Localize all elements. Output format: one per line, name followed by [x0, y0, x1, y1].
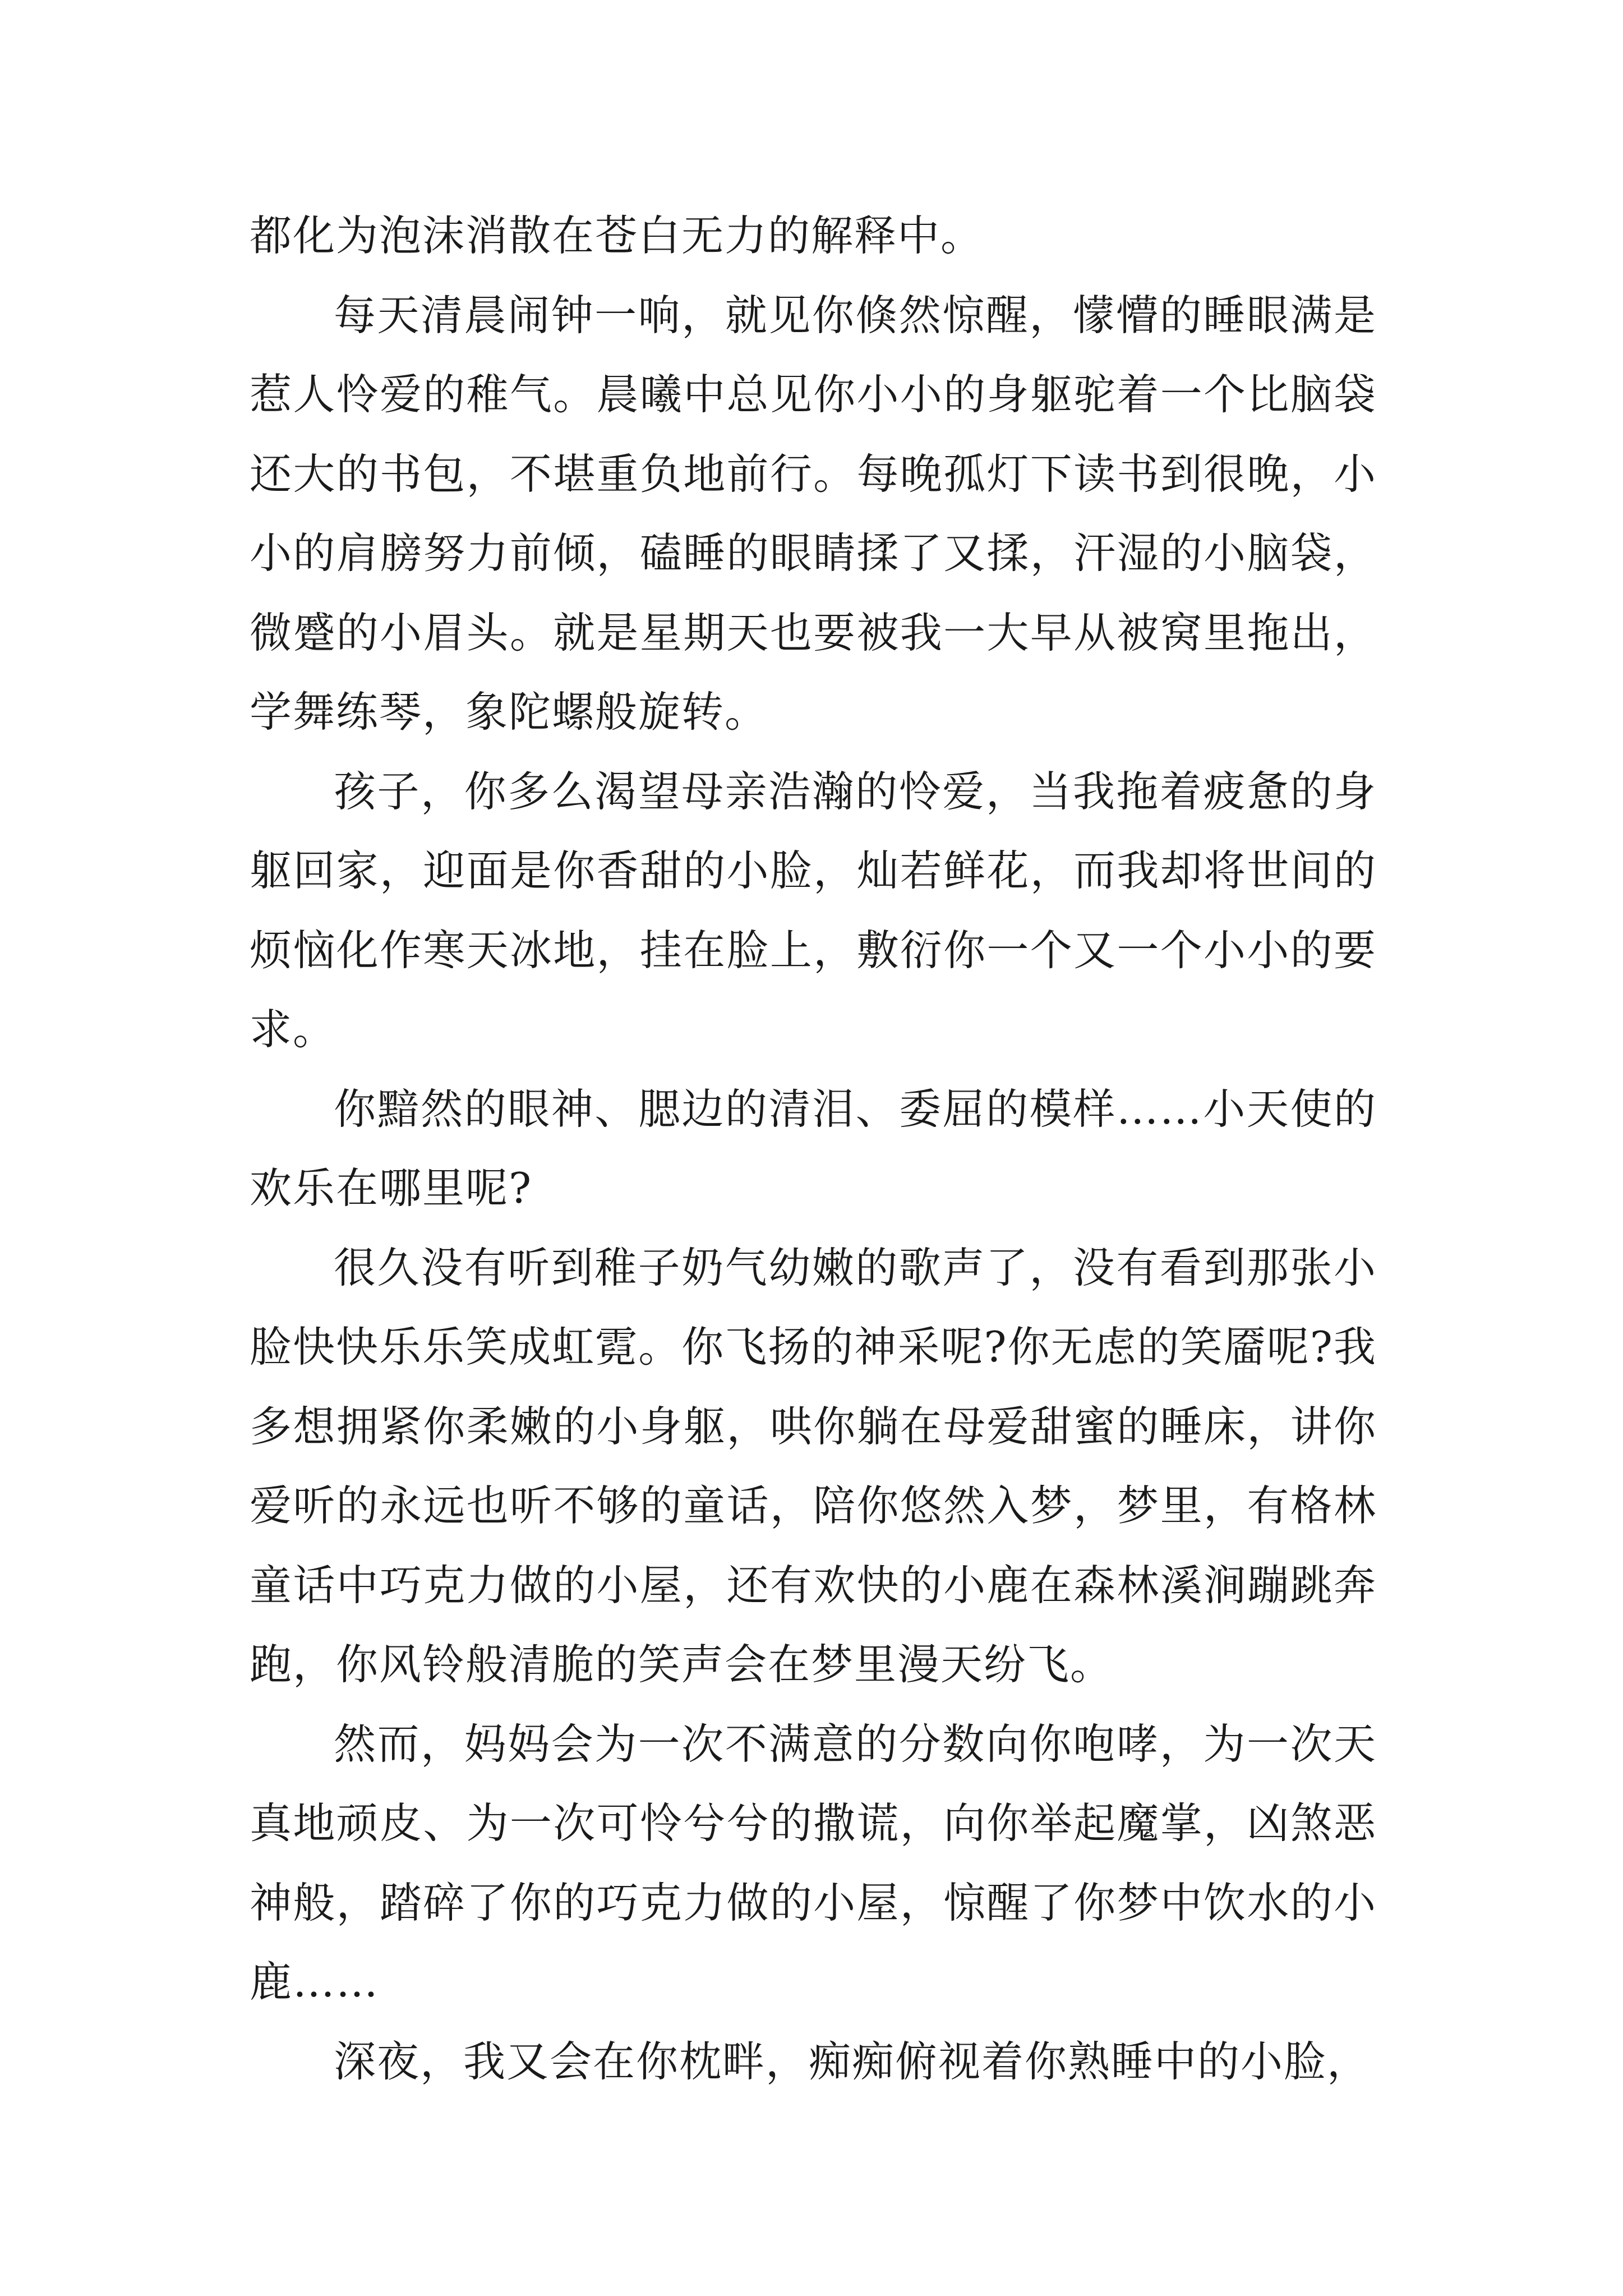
- paragraph-6: 然而，妈妈会为一次不满意的分数向你咆哮，为一次天真地顽皮、为一次可怜兮兮的撒谎，向你举起魔掌，凶煞恶神般，踏碎了你的巧克力做的小屋，惊醒了你梦中饮水的小鹿……: [250, 1719, 1377, 2007]
- body-text: [250, 196, 1377, 2101]
- paragraph-7: 深夜，我又会在你枕畔，痴痴俯视着你熟睡中的小脸，: [334, 2036, 1371, 2086]
- paragraph-4: 你黯然的眼神、腮边的清泪、委屈的模样……小天使的欢乐在哪里呢?: [250, 1084, 1377, 1213]
- paragraph-3: 孩子，你多么渴望母亲浩瀚的怜爱，当我拖着疲惫的身躯回家，迎面是你香甜的小脸，灿若鲜花，而我却将世间的烦恼化作寒天冰地，挂在脸上，敷衍你一个又一个小小的要求。: [250, 766, 1377, 1054]
- paragraph-5: 很久没有听到稚子奶气幼嫩的歌声了，没有看到那张小脸快快乐乐笑成虹霓。你飞扬的神采呢?你无虑的笑靥呢?我多想拥紧你柔嫩的小身躯，哄你躺在母爱甜蜜的睡床，讲你爱听的永远也听不够的童话，陪你悠然入梦，梦里，有格林童话中巧克力做的小屋，还有欢快的小鹿在森林溪涧蹦跳奔跑，你风铃般清脆的笑声会在梦里漫天纷飞。: [250, 1243, 1377, 1689]
- paragraph-2: 每天清晨闹钟一响，就见你倏然惊醒，懞懵的睡眼满是惹人怜爱的稚气。晨曦中总见你小小的身躯驼着一个比脑袋还大的书包，不堪重负地前行。每晚孤灯下读书到很晚，小小的肩膀努力前倾，磕睡的眼睛揉了又揉，汗湿的小脑袋，微蹙的小眉头。就是星期天也要被我一大早从被窝里拖出，学舞练琴，象陀螺般旋转。: [250, 290, 1377, 737]
- paragraph-1: 都化为泡沫消散在苍白无力的解释中。: [250, 211, 984, 260]
